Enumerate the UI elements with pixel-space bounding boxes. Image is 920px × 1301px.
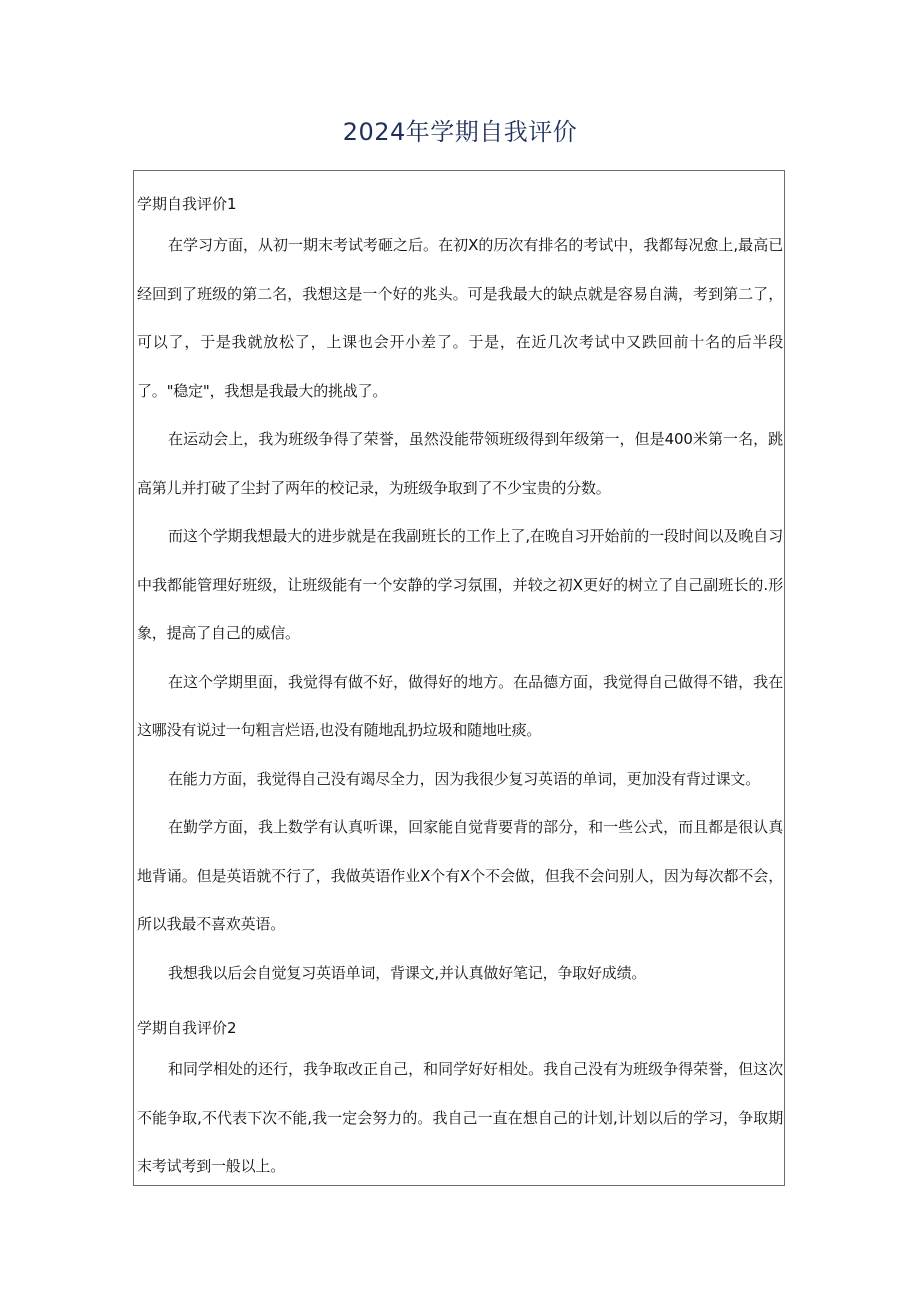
document-body bbox=[137, 187, 783, 1186]
paragraph: 在勤学方面，我上数学有认真听课，回家能自觉背要背的部分，和一些公式，而且都是很认真地背诵。但是英语就不行了，我做英语作业X个有X个不会做，但我不会问别人，因为每次都不会，所以我最不喜欢英语。 bbox=[137, 818, 783, 933]
page-title: 2024年学期自我评价 bbox=[342, 118, 578, 146]
section-1 bbox=[137, 187, 783, 997]
paragraph: 在能力方面，我觉得自己没有竭尽全力，因为我很少复习英语的单词，更加没有背过课文。 bbox=[168, 769, 761, 788]
section-heading: 学期自我评价2 bbox=[137, 1019, 237, 1037]
section-2 bbox=[137, 1011, 783, 1186]
paragraph: 在这个学期里面，我觉得有做不好，做得好的地方。在品德方面，我觉得自己做得不错，我在这哪没有说过一句粗言烂语,也没有随地乱扔垃圾和随地吐痰。 bbox=[137, 672, 783, 739]
document-body-frame bbox=[133, 170, 785, 1186]
paragraph: 我想我以后会自觉复习英语单词，背课文,并认真做好笔记，争取好成绩。 bbox=[168, 963, 647, 982]
paragraph: 和同学相处的还行，我争取改正自己，和同学好好相处。我自己没有为班级争得荣誉，但这次不能争取,不代表下次不能,我一定会努力的。我自己一直在想自己的计划,计划以后的学习，争取期末考试考到一般以上。 bbox=[137, 1060, 783, 1175]
paragraph: 在学习方面，从初一期末考试考砸之后。在初X的历次有排名的考试中，我都每况愈上,最高已经回到了班级的第二名，我想这是一个好的兆头。可是我最大的缺点就是容易自满，考到第二了，可以了，于是我就放松了，上课也会开小差了。于是，在近几次考试中又跌回前十名的后半段了。"稳定"，我想是我最大的挑战了。 bbox=[137, 236, 783, 400]
paragraph: 而这个学期我想最大的进步就是在我副班长的工作上了,在晚自习开始前的一段时间以及晚自习中我都能管理好班级，让班级能有一个安静的学习氛围，并较之初X更好的树立了自己副班长的.形象，提高了自己的威信。 bbox=[137, 527, 783, 642]
paragraph: 在运动会上，我为班级争得了荣誉，虽然没能带领班级得到年级第一，但是400米第一名，跳高第儿并打破了尘封了两年的校记录，为班级争取到了不少宝贵的分数。 bbox=[137, 430, 783, 497]
section-heading: 学期自我评价1 bbox=[137, 195, 237, 213]
